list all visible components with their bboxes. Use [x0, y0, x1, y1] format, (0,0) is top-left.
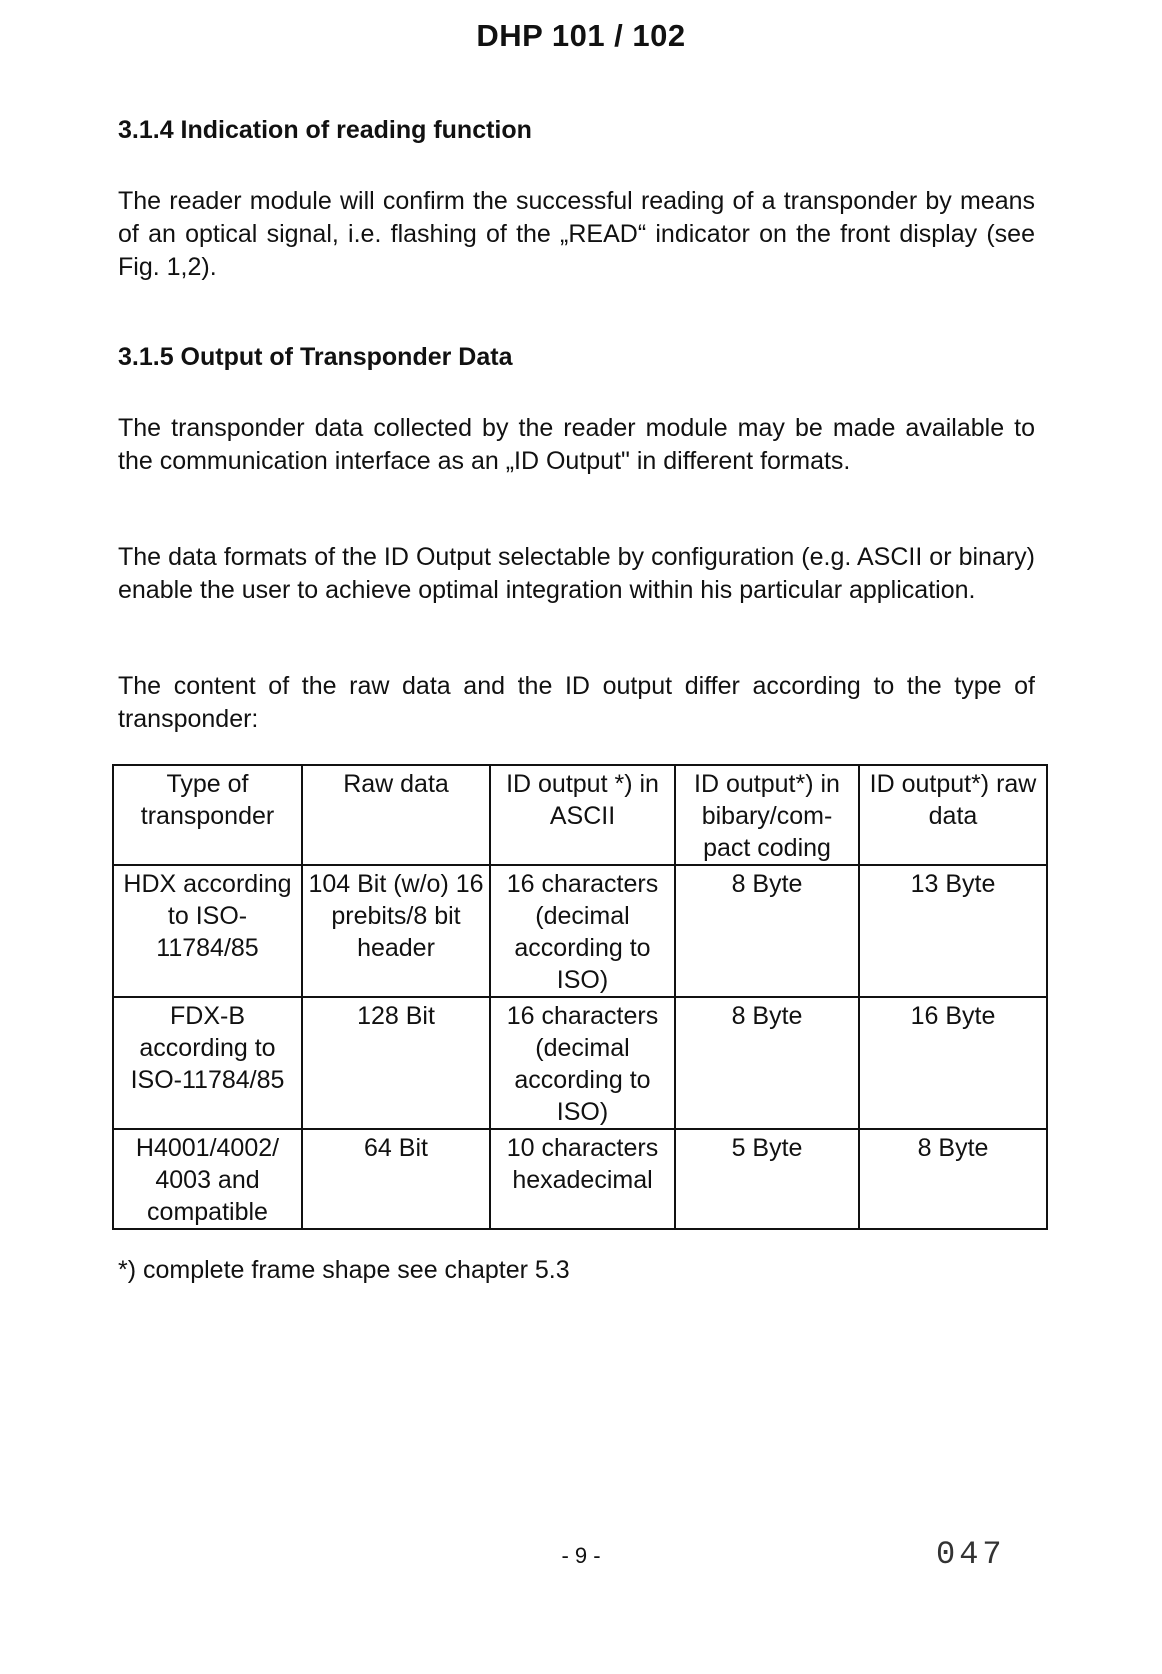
page-number: - 9 -: [561, 1543, 601, 1568]
table-cell: 16 Byte: [859, 997, 1047, 1129]
section-heading: 3.1.5 Output of Transponder Data: [118, 343, 513, 371]
section-heading: 3.1.4 Indication of reading function: [118, 116, 532, 144]
paragraph: The reader module will confirm the successful reading of a transponder by means of an optical signal, i.e. flashing of the „READ“ indicator on the front display (see Fig. 1,2).: [118, 187, 1035, 281]
header-cell: ID output*) in bibary/com-pact coding: [675, 765, 859, 865]
table-cell: 128 Bit: [302, 997, 490, 1129]
table-cell: 8 Byte: [859, 1129, 1047, 1229]
table-cell: H4001/4002/ 4003 and compatible: [113, 1129, 302, 1229]
table-cell: 8 Byte: [675, 997, 859, 1129]
table-cell: 8 Byte: [675, 865, 859, 997]
table-cell: 16 characters (decimal according to ISO): [490, 865, 675, 997]
document-title: DHP 101 / 102: [476, 18, 686, 53]
header-cell: ID output *) in ASCII: [490, 765, 675, 865]
header-cell: ID output*) raw data: [859, 765, 1047, 865]
page-stamp: 047: [936, 1536, 1006, 1573]
table-cell: 16 characters (decimal according to ISO): [490, 997, 675, 1129]
header-cell: Raw data: [302, 765, 490, 865]
table-row: [113, 865, 1047, 997]
table-cell: 10 characters hexadecimal: [490, 1129, 675, 1229]
paragraph: The content of the raw data and the ID output differ according to the type of transponder:: [118, 672, 1035, 733]
transponder-table: [112, 764, 1048, 1230]
table-cell: 64 Bit: [302, 1129, 490, 1229]
table-cell: 104 Bit (w/o) 16 prebits/8 bit header: [302, 865, 490, 997]
table-header-row: [113, 765, 1047, 865]
table-row: [113, 1129, 1047, 1229]
table-row: [113, 997, 1047, 1129]
header-cell: Type of transponder: [113, 765, 302, 865]
table-cell: HDX according to ISO-11784/85: [113, 865, 302, 997]
table-cell: FDX-B according to ISO-11784/85: [113, 997, 302, 1129]
table-cell: 13 Byte: [859, 865, 1047, 997]
paragraph: The data formats of the ID Output selectable by configuration (e.g. ASCII or binary) enable the user to achieve optimal integration within his particular application.: [118, 543, 1035, 604]
paragraph: The transponder data collected by the reader module may be made available to the communication interface as an „ID Output" in different formats.: [118, 414, 1035, 475]
table-cell: 5 Byte: [675, 1129, 859, 1229]
footnote: *) complete frame shape see chapter 5.3: [118, 1256, 570, 1284]
